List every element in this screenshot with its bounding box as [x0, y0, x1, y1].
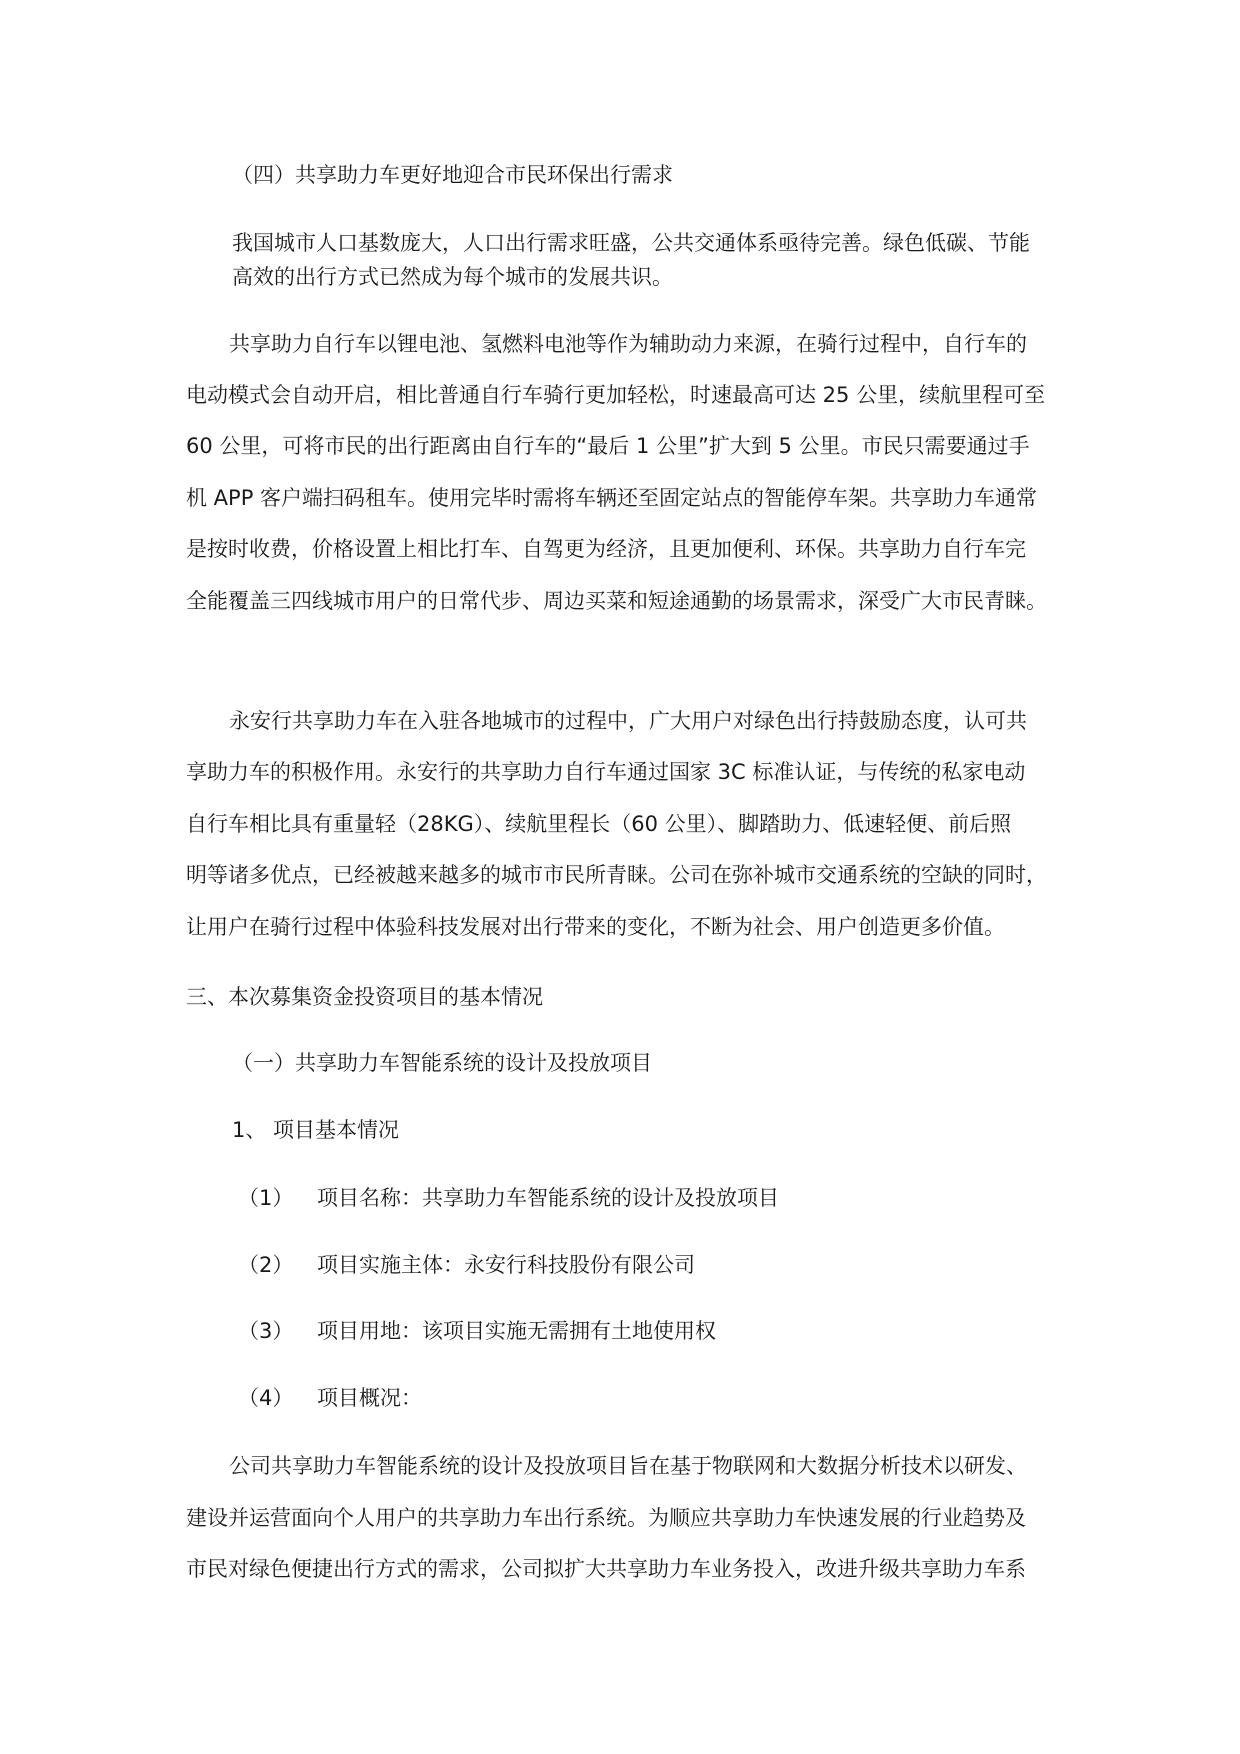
para4-line: 市民对绿色便捷出行方式的需求，公司拟扩大共享助力车业务投入，改进升级共享助力车系 — [186, 1557, 1026, 1581]
para2-line: 全能覆盖三四线城市用户的日常代步、周边买菜和短途通勤的场景需求，深受广大市民青睐。 — [186, 589, 1047, 613]
section-four-heading: （四）共享助力车更好地迎合市民环保出行需求 — [232, 163, 673, 187]
section-three-heading: 三、本次募集资金投资项目的基本情况 — [186, 985, 543, 1009]
para2-line: 电动模式会自动开启，相比普通自行车骑行更加轻松，时速最高可达 25 公里，续航里程可至 — [186, 383, 1046, 407]
item-text: 项目名称：共享助力车智能系统的设计及投放项目 — [317, 1186, 779, 1210]
item-text: 项目实施主体：永安行科技股份有限公司 — [317, 1253, 695, 1277]
para1-line: 高效的出行方式已然成为每个城市的发展共识。 — [232, 265, 673, 289]
item-number: （4） — [238, 1386, 294, 1410]
para3-line: 明等诸多优点，已经被越来越多的城市市民所青睐。公司在弥补城市交通系统的空缺的同时， — [186, 863, 1047, 887]
para4-line: 建设并运营面向个人用户的共享助力车出行系统。为顺应共享助力车快速发展的行业趋势及 — [186, 1506, 1026, 1530]
para3-line: 自行车相比具有重量轻（28KG）、续航里程长（60 公里）、脚踏助力、低速轻便、前后照 — [186, 812, 1012, 836]
para2-line: 机 APP 客户端扫码租车。使用完毕时需将车辆还至固定站点的智能停车架。共享助力车通常 — [186, 486, 1038, 510]
item-one-heading: 1、 项目基本情况 — [232, 1118, 400, 1142]
item-number: （1） — [238, 1186, 294, 1210]
item-number: （2） — [238, 1253, 294, 1277]
para3-line: 享助力车的积极作用。永安行的共享助力自行车通过国家 3C 标准认证，与传统的私家电动 — [186, 760, 1026, 784]
item-text: 项目概况： — [317, 1386, 422, 1410]
item-number: （3） — [238, 1319, 294, 1343]
para3-line: 永安行共享助力车在入驻各地城市的过程中，广大用户对绿色出行持鼓励态度，认可共 — [229, 709, 1027, 733]
subsection-one-heading: （一）共享助力车智能系统的设计及投放项目 — [232, 1051, 652, 1075]
para2-line: 共享助力自行车以锂电池、氢燃料电池等作为辅助动力来源，在骑行过程中，自行车的 — [229, 332, 1027, 356]
para2-line: 是按时收费，价格设置上相比打车、自驾更为经济，且更加便利、环保。共享助力自行车完 — [186, 537, 1026, 561]
para3-line: 让用户在骑行过程中体验科技发展对出行带来的变化，不断为社会、用户创造更多价值。 — [186, 915, 1005, 939]
para2-line: 60 公里，可将市民的出行距离由自行车的“最后 1 公里”扩大到 5 公里。市民只需要通过手 — [186, 434, 1030, 458]
para4-line: 公司共享助力车智能系统的设计及投放项目旨在基于物联网和大数据分析技术以研发、 — [229, 1454, 1027, 1478]
para1-line: 我国城市人口基数庞大，人口出行需求旺盛，公共交通体系亟待完善。绿色低碳、节能 — [232, 231, 1030, 255]
item-text: 项目用地：该项目实施无需拥有土地使用权 — [317, 1319, 716, 1343]
